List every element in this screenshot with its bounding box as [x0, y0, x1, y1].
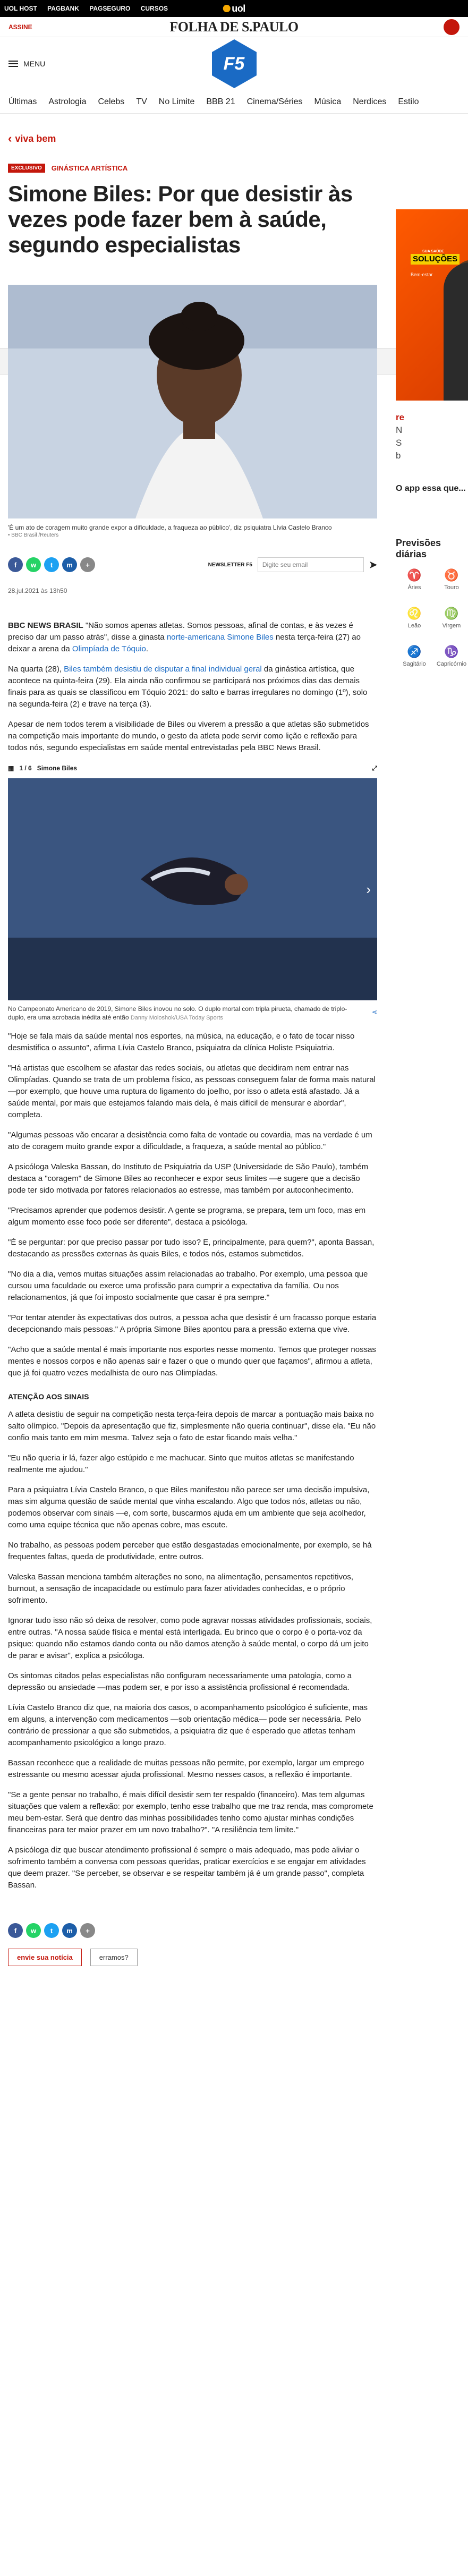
main-wrap [0, 114, 468, 1974]
uol-logo[interactable]: uol [223, 3, 245, 14]
promo-label: SUA SAÚDE [422, 250, 444, 253]
section-nav [0, 90, 468, 114]
chapeu [8, 164, 377, 173]
link-olimpiada[interactable]: Olimpíada de Tóquio [72, 644, 146, 653]
whatsapp-icon[interactable]: w [26, 1923, 41, 1938]
publish-date: 28.jul.2021 às 13h50 [8, 587, 67, 594]
uol-link-pagseguro[interactable]: PAGSEGURO [89, 5, 131, 12]
sidebar-teaser[interactable] [396, 411, 468, 495]
fullscreen-icon[interactable]: ⤢ [372, 764, 377, 772]
teaser-kicker: re [396, 412, 405, 422]
folha-bar [0, 17, 468, 37]
uol-link-cursos[interactable]: CURSOS [140, 5, 168, 12]
paragraph: "Precisamos aprender que podemos desistir. A gente se programa, se prepara, tem um foco, mas em algum momento esse foco pode ser diferente", destaca a psicóloga. [8, 1206, 366, 1227]
sign-aries[interactable]: ♈ Áries [407, 568, 422, 591]
paragraph: Na quarta (28), Biles também desistiu de disputar a final individual geral da ginástica artística, que acontece na quinta-feira (29). Ela ainda não confirmou se participará nos próximos dias das demais finais para as quais se classificou em Tóquio 2021: do salto e barras irregulares no domingo (1º), solo na segunda-feira (2) e trave na terça (3). [8, 665, 368, 709]
messenger-icon[interactable]: m [62, 557, 77, 572]
nav-item-musica[interactable]: Música [314, 97, 342, 106]
horoscope-title: Previsões diárias [396, 538, 441, 559]
menu-label: MENU [23, 59, 46, 68]
send-arrow-icon[interactable]: ➤ [369, 559, 377, 570]
uol-link-pagbank[interactable]: PAGBANK [47, 5, 79, 12]
more-share-icon[interactable]: + [80, 557, 95, 572]
newsletter-email-input[interactable] [258, 557, 364, 572]
kicker-label: viva bem [15, 133, 56, 144]
paragraph: A psicóloga diz que buscar atendimento profissional é sempre o mais adequado, mas pode aliviar o sofrimento também a conversa com pessoas queridas, praticar exercícios e se engajar em atividades que deem prazer. "Se perceber, se observar e se respeitar também já é um grande passo", completa Bassan. [8, 1846, 366, 1890]
paragraph: A atleta desistiu de seguir na competição nesta terça-feira depois de marcar a pontuação mais baixa no salto olímpico. "Depois da apresentação que fiz, simplesmente não queria continuar", disse ela. "Eu não confio mais tanto em mim mesma. Talvez seja o fato de estar ficando mais velha." [8, 1410, 376, 1442]
nav-item-nerdices[interactable]: Nerdices [353, 97, 387, 106]
exclusive-badge: EXCLUSIVO [8, 164, 45, 173]
article-content [0, 114, 385, 1974]
nav-item-estilo[interactable]: Estilo [398, 97, 419, 106]
paragraph: "Por tentar atender às expectativas dos outros, a pessoa acha que desistir é um fracasso porque estaria decepcionando mais pessoas." A própria Simone Biles apontou para a pressão externa que vive. [8, 1313, 377, 1334]
menu-button[interactable] [8, 59, 45, 68]
gallery-image[interactable] [8, 778, 377, 1000]
facebook-icon[interactable]: f [8, 557, 23, 572]
more-share-icon[interactable]: + [80, 1923, 95, 1938]
chevron-left-icon: ‹ [8, 132, 12, 145]
teaser-line: b [396, 450, 401, 461]
send-news-button[interactable]: envie sua notícia [8, 1949, 82, 1966]
promo-title: SOLUÇÕES [411, 254, 460, 265]
sidebar [385, 114, 468, 1974]
paragraph: A psicóloga Valeska Bassan, do Instituto de Psiquiatria da USP (Universidade de São Paulo), também destaca a "coragem" de Simone Biles ao reconhecer e expor seus limites —e sugere que a decisão pode ter sido motivada por fatores relacionados ao estresse, mas também por autoconhecimento. [8, 1162, 369, 1195]
hero-credit: • BBC Brasil /Reuters [8, 532, 59, 538]
uol-links [4, 5, 176, 12]
capricorn-icon: ♑ [444, 645, 459, 658]
nav-item-astrologia[interactable]: Astrologia [48, 97, 87, 106]
photo-gallery [8, 762, 377, 1022]
uol-dot-icon [223, 5, 230, 12]
messenger-icon[interactable]: m [62, 1923, 77, 1938]
errata-button[interactable]: erramos? [90, 1949, 138, 1966]
newsletter-label: NEWSLETTER F5 [208, 562, 252, 568]
paragraph: "Acho que a saúde mental é mais importante nos esportes nesse momento. Temos que proteger nossas mentes e nossos corpos e não apenas sair e fazer o que o mundo quer que façamos", afirmou a atleta, que já foi quatro vezes medalhista de ouro nas Olimpíadas. [8, 1345, 376, 1378]
gallery-title: Simone Biles [37, 764, 78, 772]
paragraph: "Há artistas que escolhem se afastar das redes sociais, ou atletas que decidiram nem entrar nas Olimpíadas. Quando se trata de um problema físico, as pessoas conseguem falar de forma mais natural —por exemplo, que houve uma ruptura do ligamento do joelho, por isso o atleta está afastado. Já a saúde mental, por mais que estejamos falando mais dela, é mais difícil de mensurar e abordar", completa. [8, 1064, 376, 1119]
hero-figure [8, 285, 377, 538]
teaser-line: S [396, 438, 402, 448]
sagittarius-icon: ♐ [407, 645, 422, 658]
sign-touro[interactable]: ♉ Touro [444, 568, 459, 591]
paragraph: "É se perguntar: por que preciso passar por tudo isso? E, principalmente, para quem?", aponta Bassan, destacando as pressões externas às quais Biles, e todos nós, estamos submetidos. [8, 1238, 375, 1259]
paragraph: BBC NEWS BRASIL "Não somos apenas atletas. Somos pessoas, afinal de contas, e às vezes é preciso dar um passo atrás", disse a ginasta norte-americana Simone Biles nesta terça-feira (27) ao deixar a arena da Olimpíada de Tóquio. [8, 621, 361, 653]
kicker-link[interactable] [8, 132, 377, 146]
folha-logo[interactable]: FOLHA DE S.PAULO [169, 19, 299, 35]
f5-header [0, 37, 468, 90]
taurus-icon: ♉ [444, 568, 459, 582]
paragraph: No trabalho, as pessoas podem perceber que estão desgastadas emocionalmente, por exemplo, se há frequentes faltas, queda de produtividade, entre outros. [8, 1541, 372, 1561]
promo-person-icon [444, 262, 468, 401]
gallery-header [8, 762, 377, 774]
facebook-icon[interactable]: f [8, 1923, 23, 1938]
whatsapp-icon[interactable]: w [26, 557, 41, 572]
nav-item-cinema-series[interactable]: Cinema/Séries [246, 97, 303, 106]
share-icon[interactable]: ⋖ [371, 1008, 377, 1016]
article-title: Simone Biles: Por que desistir às vezes pode fazer bem à saúde, segundo especialistas [8, 181, 353, 257]
paragraph: Apesar de nem todos terem a visibilidade de Biles ou viverem a pressão a que atletas são submetidos na competição mais importante do mundo, o gesto da atleta pode servir como lição e reflexão para todos nós, segundo especialistas em saúde mental entrevistadas pela BBC News Brasil. [8, 720, 369, 752]
gallery-caption: No Campeonato Americano de 2019, Simone Biles inovou no solo. O duplo mortal com tripla pirueta, chamado de triplo-duplo, era uma acrobacia inédita até então Danny Moloshok/USA Today Sports ⋖ [8, 1005, 377, 1021]
athlete-photo-icon [8, 285, 377, 518]
paragraph: Para a psiquiatra Lívia Castelo Branco, o que Biles manifestou não parece ser uma decisão impulsiva, mas sim alguma questão de saúde mental que vinha escalando. Algo que todos nós, atletas ou não, podemos observar com sinais —e, com sorte, buscarmos ajuda em um ambiente que seja acolhedor, como uma equipe técnica que não apenas cobre, mas escute. [8, 1485, 370, 1529]
virgo-icon: ♍ [444, 607, 459, 620]
teaser-line: N [396, 425, 403, 435]
paragraph: Valeska Bassan menciona também alterações no sono, na alimentação, pensamentos repetitivos, burnout, a sensação de incapacidade ou estímulo para fazer atividades conhecidas, e o próprio sofrimento. [8, 1572, 354, 1605]
teaser-question: O app essa que... [396, 484, 466, 493]
f5-logo[interactable]: F5 [208, 37, 261, 90]
leo-icon: ♌ [407, 607, 422, 620]
bottom-share-row [8, 1923, 377, 1938]
paragraph: Os sintomas citados pelas especialistas não configuram necessariamente uma patologia, como a depressão ou ansiedade —mas podem ser, e por isso a assistência profissional é recomendada. [8, 1671, 352, 1692]
paragraph: "No dia a dia, vemos muitas situações assim relacionadas ao trabalho. Por exemplo, uma pessoa que cursou uma faculdade ou exerce uma profissão para cumprir a expectativa da família. Ou nos relacionamentos, já que foi imposto socialmente que casar é pra sempre." [8, 1270, 368, 1302]
uol-top-bar [0, 0, 468, 17]
link-final-individual[interactable]: Biles também desistiu de disputar a final individual geral [64, 665, 262, 674]
paragraph: "Se a gente pensar no trabalho, é mais difícil desistir sem ter respaldo (financeiro). Mas tem algumas situações que valem a reflexão: por exemplo, tenho esse trabalho que me traz renda, mas compromete meu bem-estar. Será que dentro das minhas possibilidades tenho como ajustar minhas condições financeiras para ter maior prazer em um novo trabalho?". "A resiliência tem limite." [8, 1790, 373, 1834]
paragraph: Lívia Castelo Branco diz que, na maioria dos casos, o acompanhamento psicológico é suficiente, mas em alguns, a intervenção com medicamentos —sob orientação médica— pode ser necessária. Pelo contrário de pressionar a que são submetidos, a psiquiatra diz que é esperado que atletas tenham acompanhamento psicológico a longo prazo. [8, 1703, 368, 1747]
folha-right-icons [444, 19, 460, 35]
gallery-counter: 1 / 6 [19, 764, 32, 772]
share-row [8, 557, 377, 572]
paragraph: "Eu não queria ir lá, fazer algo estúpido e me machucar. Sinto que muitos atletas se manifestando realmente me ajudou." [8, 1453, 354, 1474]
twitter-icon[interactable]: t [44, 557, 59, 572]
nav-item-bbb21[interactable]: BBB 21 [206, 97, 235, 106]
paragraph: Ignorar tudo isso não só deixa de resolver, como pode agravar nossas atividades profissionais, sociais, entre outras. "A nossa saúde física e mental está interligada. Eu brinco que o corpo é o porta-voz da psique: quando não estamos dando conta ou não damos atenção à saúde mental, o corpo dá um jeito de parar e avisar", explica a psicóloga. [8, 1616, 372, 1660]
horoscope-grid [396, 568, 468, 667]
paragraph: Bassan reconhece que a realidade de muitas pessoas não permite, por exemplo, largar um emprego estressante ou mesmo acessar ajuda profissional. Mesmo nesses casos, a reflexão é importante. [8, 1758, 364, 1779]
article-body [8, 620, 377, 1891]
account-icon[interactable] [444, 19, 460, 35]
hamburger-icon [8, 61, 18, 67]
hero-caption: 'É um ato de coragem muito grande expor a dificuldade, a fraqueza ao público', diz psiquiatra Lívia Castelo Branco [8, 524, 332, 531]
twitter-icon[interactable]: t [44, 1923, 59, 1938]
promo-subtitle: Bem-estar [411, 272, 433, 277]
assine-link[interactable]: ASSINE [8, 23, 32, 31]
paragraph: "Algumas pessoas vão encarar a desistência como falta de vontade ou covardia, mas na verdade é um ato de coragem muito grande expor a dificuldade, a fraqueza, a saúde mental ao público." [8, 1130, 372, 1151]
gallery-credit: Danny Moloshok/USA Today Sports [130, 1015, 223, 1021]
link-simone-biles[interactable]: norte-americana Simone Biles [166, 633, 274, 642]
aries-icon: ♈ [407, 568, 422, 582]
sign-leao[interactable]: ♌ Leão [407, 607, 422, 629]
nav-item-tv[interactable]: TV [136, 97, 147, 106]
chapeu-label[interactable]: GINÁSTICA ARTÍSTICA [51, 164, 128, 172]
sign-virgem[interactable]: ♍ Virgem [442, 607, 461, 629]
gallery-grid-icon[interactable]: ▦ [8, 764, 14, 772]
nav-item-no-limite[interactable]: No Limite [158, 97, 195, 106]
nav-item-ultimas[interactable]: Últimas [8, 97, 37, 106]
bottom-actions [8, 1949, 377, 1974]
uol-link-host[interactable]: UOL HOST [4, 5, 37, 12]
next-arrow-icon[interactable]: › [366, 881, 371, 897]
newsletter-box [208, 557, 377, 572]
sign-sagitario[interactable]: ♐ Sagitário [403, 645, 426, 667]
sidebar-promo-ad[interactable] [396, 209, 468, 401]
paragraph: "Hoje se fala mais da saúde mental nos esportes, na música, na educação, e o fato de tocar nisso desmistifica o assunto", afirma Lívia Castelo Branco, psiquiatra da clínica Holiste Psiquiatria. [8, 1032, 355, 1052]
gymnast-photo-icon [8, 778, 377, 1000]
sign-capricornio[interactable]: ♑ Capricórnio [436, 645, 467, 667]
nav-item-celebs[interactable]: Celebs [98, 97, 125, 106]
subheading: ATENÇÃO AOS SINAIS [8, 1392, 89, 1401]
hero-image[interactable] [8, 285, 377, 518]
